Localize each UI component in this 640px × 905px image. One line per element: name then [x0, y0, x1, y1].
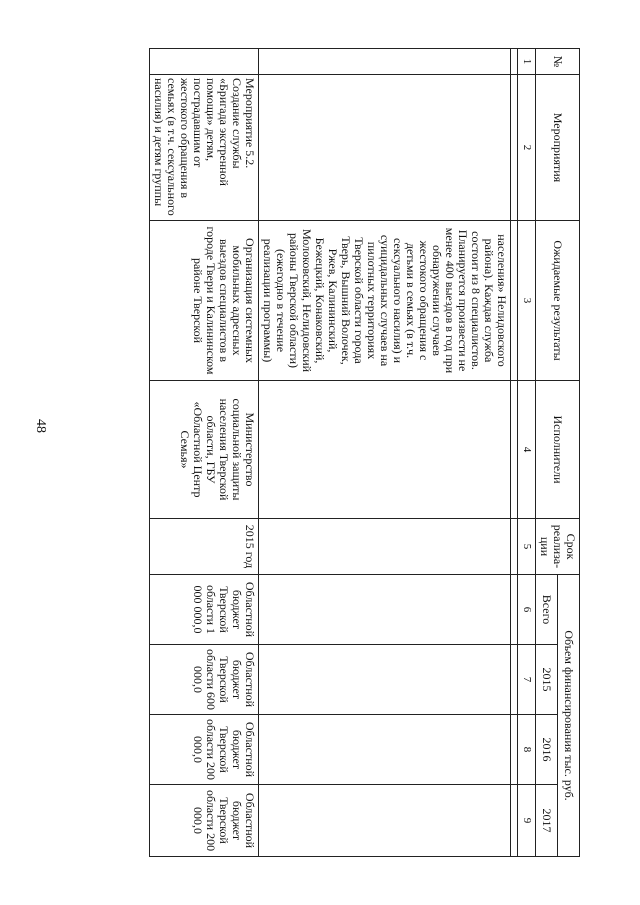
col-header-2016: 2016 [536, 715, 558, 785]
y2015-cell: Областной бюджет Тверской области 600 000,0 [150, 645, 259, 715]
column-number: 4 [518, 381, 536, 519]
col-header-2015: 2015 [536, 645, 558, 715]
header-row [558, 49, 580, 857]
term-cell: 2015 год [150, 519, 259, 575]
rotated-table-page [80, 48, 580, 856]
results-cell: Организация системных мобильных адресных выездов специалистов в городе Твери и Калининском районе Тверской [150, 221, 259, 381]
table-row [150, 49, 259, 857]
activity-cell: Мероприятие 5.2. Создание службы «Бригада экстренной помощи» детям, пострадавшим от жестокого обращения в семьях (в т.ч. сексуального насилия) и детям группы [150, 75, 259, 221]
column-number: 8 [518, 715, 536, 785]
table-row [259, 49, 511, 857]
financing-table [149, 48, 580, 857]
spacer-row [511, 49, 518, 857]
y2016-cell: Областной бюджет Тверской области 200 000,0 [150, 715, 259, 785]
col-header-results: Ожидаемые результаты [536, 221, 580, 381]
executors-cell: Министерство социальной защиты населения Тверской области, ГБУ «Областной Центр Семья» [150, 381, 259, 519]
y2017-cell: Областной бюджет Тверской области 200 000,0 [150, 785, 259, 857]
column-number: 1 [518, 49, 536, 75]
col-header-num: № [536, 49, 580, 75]
column-number: 9 [518, 785, 536, 857]
results-cell: населения» Нелидовского района). Каждая служба состоит из 8 специалистов. Планируется произвести не менее 400 выездов в год при обнаружении случаев жестокого обращения с детьми в семьях (в т.ч. сексуального насилия) и суицидальных случаев на пилотных территориях Тверской области города Тверь, Вышний Волочек, Ржев, Калининский, Бежецкий, Конаковский, Молоковский, Нелидовский районы Тверской области) (ежегодно в течение реализации программы) [259, 221, 511, 381]
column-number: 5 [518, 519, 536, 575]
total-cell: Областной бюджет Тверской области 1 000 000,0 [150, 575, 259, 645]
column-number: 2 [518, 75, 536, 221]
col-header-executors: Исполнители [536, 381, 580, 519]
col-header-total: Всего [536, 575, 558, 645]
column-number: 3 [518, 221, 536, 381]
page-number: 48 [33, 419, 48, 433]
col-header-2017: 2017 [536, 785, 558, 857]
col-header-term: Срок реализа-ции [536, 519, 580, 575]
column-number: 7 [518, 645, 536, 715]
col-header-financing: Объем финансирования тыс. руб. [558, 575, 580, 857]
column-number-row [518, 49, 536, 857]
column-number: 6 [518, 575, 536, 645]
col-header-activity: Мероприятия [536, 75, 580, 221]
